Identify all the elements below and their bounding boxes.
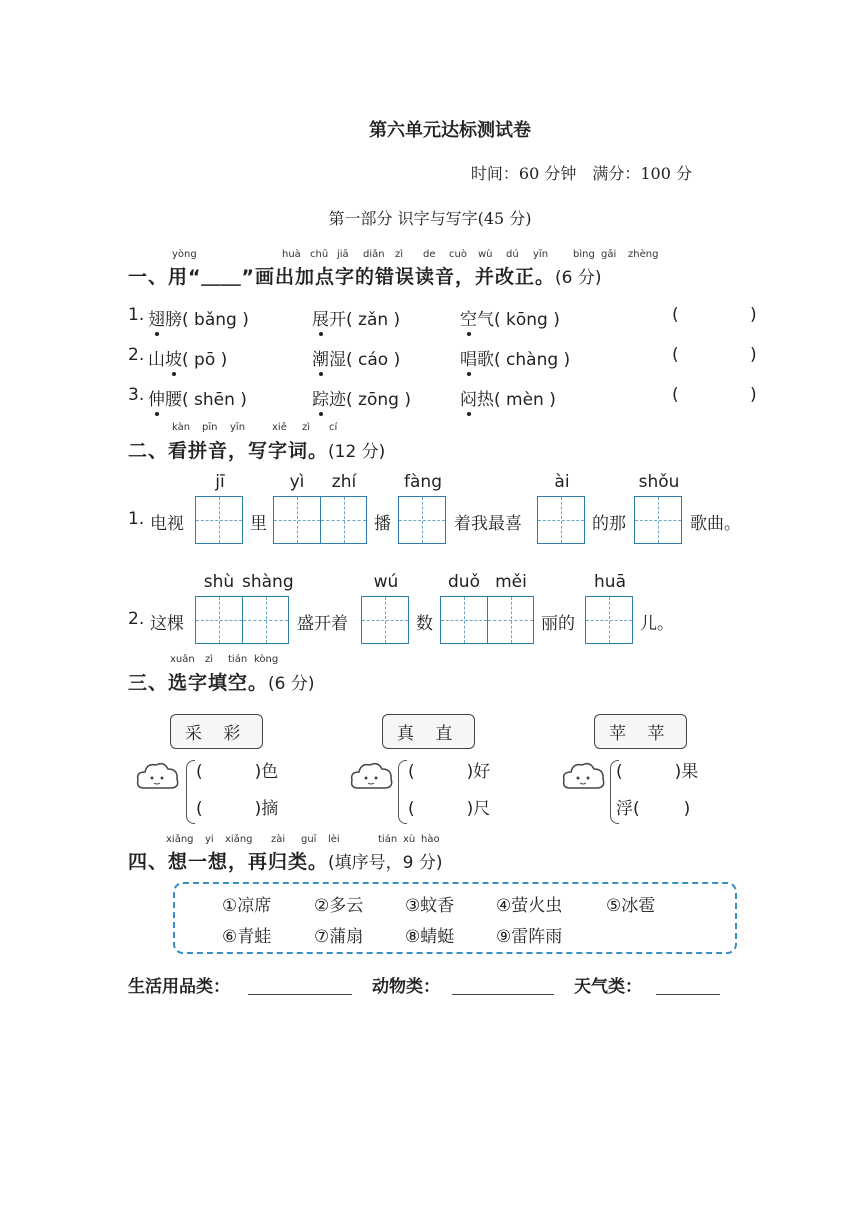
pinyin-label: shǒu (638, 472, 680, 492)
sentence-text: 儿。 (640, 614, 674, 634)
category-label: 动物类： (372, 977, 440, 997)
word-item: 展开( zǎn ) (312, 305, 400, 330)
sentence-text: 电视 (150, 514, 184, 534)
page-title: 第六单元达标测试卷 (369, 120, 531, 141)
pinyin: yīn (533, 249, 549, 260)
pinyin: de (423, 249, 436, 260)
sentence-text: 这棵 (150, 614, 184, 634)
answer-paren-open[interactable]: ( (672, 305, 679, 325)
option-item: ⑦蒲扇 (314, 927, 364, 947)
sentence-text: 的那 (592, 514, 626, 534)
choice-tag: 苹 苹 (594, 714, 687, 749)
answer-paren-open[interactable]: ( (672, 345, 679, 365)
pinyin-label: zhí (331, 472, 357, 492)
pinyin: yīn (230, 422, 246, 433)
pinyin: zì (302, 422, 311, 433)
pinyin: zhèng (628, 249, 659, 260)
cloud-icon (136, 760, 180, 794)
heading-text: 一、用“ (128, 266, 202, 288)
pinyin: pīn (202, 422, 218, 433)
fill-blank[interactable]: ( )好 (408, 762, 491, 782)
sentence-text: 数 (416, 614, 433, 634)
pinyin: zài (271, 834, 286, 845)
option-item: ①凉席 (222, 896, 272, 916)
pinyin: chū (310, 249, 329, 260)
pinyin: yi (205, 834, 214, 845)
writing-grid[interactable] (634, 496, 682, 544)
fill-blank[interactable]: 浮( ) (616, 799, 691, 819)
answer-line[interactable] (656, 994, 720, 995)
option-item: ④萤火虫 (496, 896, 563, 916)
section-4-heading: 四、想一想，再归类。(填序号，9 分) (128, 851, 443, 873)
category-label: 天气类： (574, 977, 642, 997)
heading-text: ”画出加点字的错误读音，并改正。 (241, 266, 556, 288)
answer-paren-close: ) (750, 345, 757, 365)
word-item: 唱歌( chàng ) (460, 345, 570, 370)
sentence-text: 着我最喜 (454, 514, 522, 534)
pinyin: bìng (573, 249, 595, 260)
pinyin: xiǎng (225, 834, 253, 845)
section-2-heading: 二、看拼音，写字词。(12 分) (128, 440, 386, 462)
line-number: 1. (128, 509, 145, 529)
category-label: 生活用品类： (128, 977, 230, 997)
sentence-text: 盛开着 (297, 614, 348, 634)
pinyin: diǎn (363, 249, 385, 260)
pinyin: hào (421, 834, 440, 845)
choice-tag: 真 直 (382, 714, 475, 749)
pinyin-label: wú (373, 572, 399, 592)
pinyin-label: duǒ (448, 572, 480, 592)
row-number: 1. (128, 305, 145, 325)
pinyin: jiā (337, 249, 349, 260)
pinyin: cí (329, 422, 338, 433)
word-item: 伸腰( shēn ) (148, 385, 247, 410)
writing-grid[interactable] (440, 596, 534, 644)
choice-tag: 采 彩 (170, 714, 263, 749)
fill-blank[interactable]: ( )摘 (196, 799, 279, 819)
answer-paren-close: ) (750, 305, 757, 325)
writing-grid[interactable] (537, 496, 585, 544)
brace (186, 760, 195, 824)
word-item: 踪迹( zōng ) (312, 385, 411, 410)
pinyin-label: měi (495, 572, 527, 592)
pinyin: zì (395, 249, 404, 260)
option-item: ②多云 (314, 896, 364, 916)
underline-sample: ＿＿ (201, 266, 242, 288)
pinyin-label: yì (289, 472, 305, 492)
answer-line[interactable] (248, 994, 352, 995)
sentence-text: 播 (374, 514, 391, 534)
cloud-icon (562, 760, 606, 794)
option-item: ③蚊香 (405, 896, 455, 916)
pinyin: kòng (254, 654, 279, 665)
fill-blank[interactable]: ( )果 (616, 762, 699, 782)
pinyin: kàn (172, 422, 191, 433)
pinyin-label: jī (215, 472, 225, 492)
sentence-text: 丽的 (541, 614, 575, 634)
row-number: 3. (128, 385, 145, 405)
word-item: 潮湿( cáo ) (312, 345, 400, 370)
option-item: ⑨雷阵雨 (496, 927, 563, 947)
sentence-text: 歌曲。 (690, 514, 741, 534)
row-number: 2. (128, 345, 145, 365)
pinyin-label: fàng (404, 472, 442, 492)
pinyin: dú (506, 249, 519, 260)
section-1-heading (128, 262, 602, 289)
section-score: (6 分) (268, 674, 315, 694)
cloud-icon (350, 760, 394, 794)
word-item: 闷热( mèn ) (460, 385, 556, 410)
exam-meta: 时间：60 分钟 满分：100 分 (470, 164, 692, 183)
writing-grid[interactable] (273, 496, 367, 544)
pinyin: xuǎn (170, 654, 195, 665)
pinyin: wù (478, 249, 493, 260)
answer-paren-open[interactable]: ( (672, 385, 679, 405)
pinyin: tián (378, 834, 398, 845)
word-item: 山坡( pō ) (148, 345, 227, 370)
option-item: ⑤冰雹 (606, 896, 656, 916)
section-score: (6 分) (555, 268, 602, 288)
pinyin-label: shàng (242, 572, 294, 592)
answer-line[interactable] (452, 994, 554, 995)
writing-grid[interactable] (398, 496, 446, 544)
word-item: 翅膀( bǎng ) (148, 305, 249, 330)
pinyin: zì (205, 654, 214, 665)
pinyin-label: ài (554, 472, 570, 492)
answer-paren-close: ) (750, 385, 757, 405)
pinyin-label: huā (594, 572, 626, 592)
pinyin-label: shù (203, 572, 235, 592)
section-score: (12 分) (328, 442, 386, 462)
pinyin: lèi (328, 834, 340, 845)
pinyin: huà (282, 249, 301, 260)
pinyin: cuò (449, 249, 467, 260)
pinyin: xiě (272, 422, 287, 433)
section-3-heading: 三、选字填空。(6 分) (128, 672, 315, 694)
option-item: ⑧蜻蜓 (405, 927, 455, 947)
pinyin: xù (403, 834, 416, 845)
brace (398, 760, 407, 824)
section-score: (填序号，9 分) (328, 853, 443, 873)
sentence-text: 里 (250, 514, 267, 534)
pinyin: yòng (172, 249, 197, 260)
writing-grid[interactable] (195, 596, 289, 644)
pinyin: guī (301, 834, 317, 845)
line-number: 2. (128, 609, 145, 629)
pinyin: xiǎng (166, 834, 194, 845)
fill-blank[interactable]: ( )尺 (408, 799, 491, 819)
word-item: 空气( kōng ) (460, 305, 560, 330)
part-title: 第一部分 识字与写字(45 分) (328, 209, 532, 228)
fill-blank[interactable]: ( )色 (196, 762, 279, 782)
writing-grid[interactable] (195, 496, 243, 544)
pinyin: tián (228, 654, 248, 665)
option-item: ⑥青蛙 (222, 927, 272, 947)
pinyin: gǎi (601, 249, 617, 260)
writing-grid[interactable] (585, 596, 633, 644)
writing-grid[interactable] (361, 596, 409, 644)
